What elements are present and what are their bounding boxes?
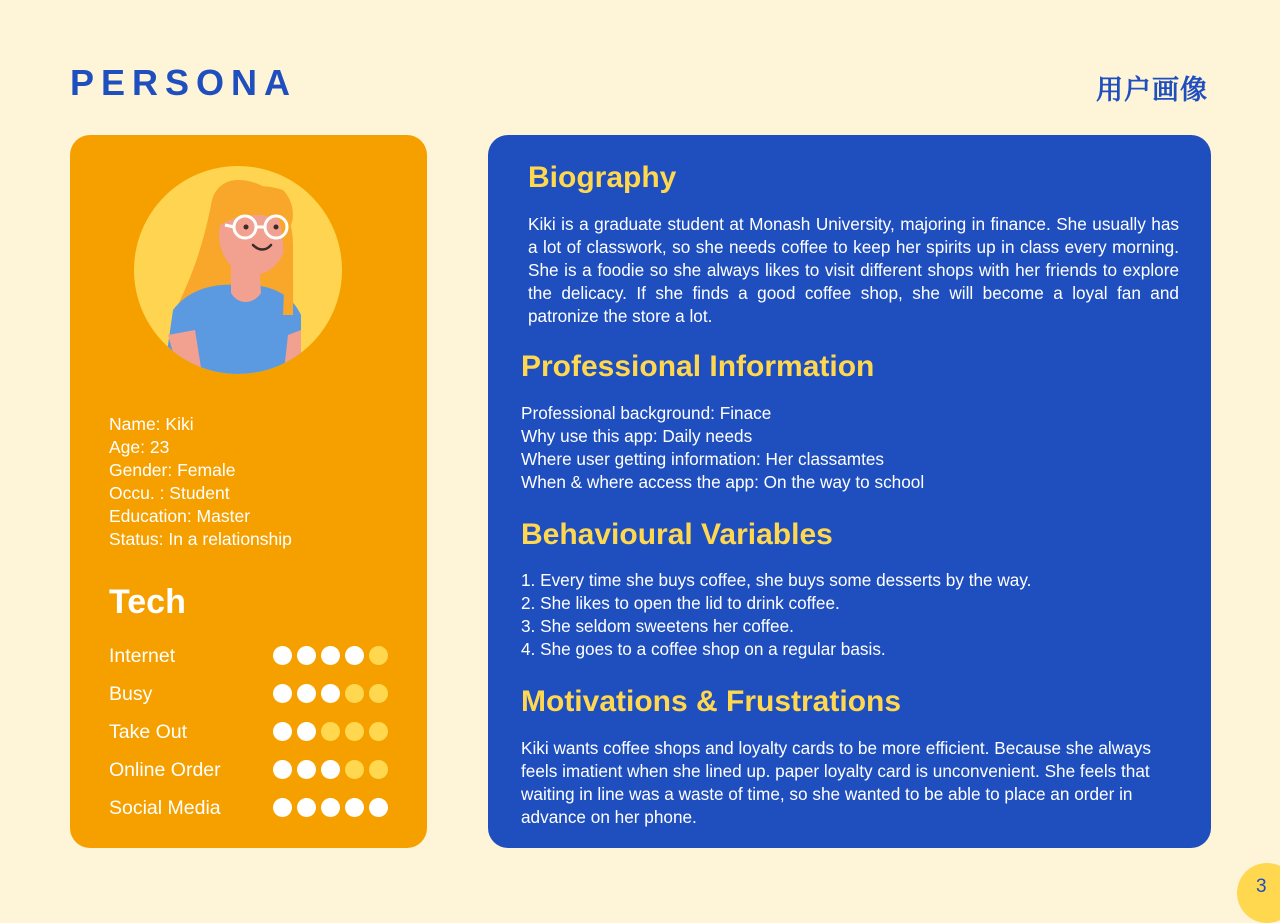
rating-dot-filled [369, 798, 388, 817]
rating-dot-empty [345, 722, 364, 741]
rating-dot-filled [321, 646, 340, 665]
skill-row-take-out [109, 713, 409, 751]
tech-title: Tech [109, 583, 186, 621]
skill-row-social-media [109, 789, 409, 827]
rating-dot-filled [273, 760, 292, 779]
professional-info-line: Professional background: Finace [521, 403, 772, 423]
page-number-badge [1237, 863, 1280, 923]
profile-age: Age: 23 [109, 437, 170, 457]
skill-label: Online Order [109, 758, 221, 781]
profile-occupation: Occu. : Student [109, 483, 230, 503]
persona-details-card [488, 135, 1211, 848]
behaviour-line: 4. She goes to a coffee shop on a regular basis. [521, 639, 886, 659]
rating-dot-filled [345, 798, 364, 817]
motivations-text: Kiki wants coffee shops and loyalty cards to be more efficient. Because she always feels imatient when she lined up. paper loyalty card is unconvenient. She feels that waiting in line was a waste of time, so she wanted to be able to place an order in advance on her phone. [521, 738, 1151, 827]
rating-dot-filled [321, 684, 340, 703]
skill-row-online-order [109, 751, 409, 789]
behaviour-line: 1. Every time she buys coffee, she buys some desserts by the way. [521, 570, 1032, 590]
professional-info-line: Where user getting information: Her classamtes [521, 449, 884, 469]
rating-dot-filled [345, 646, 364, 665]
rating-dot-filled [273, 646, 292, 665]
profile-education: Education: Master [109, 506, 251, 526]
professional-info-list [521, 402, 924, 494]
skill-rating [273, 684, 393, 703]
rating-dot-filled [297, 798, 316, 817]
skill-label: Busy [109, 682, 153, 705]
motivations-title: Motivations & Frustrations [521, 685, 902, 718]
rating-dot-filled [297, 684, 316, 703]
rating-dot-filled [273, 798, 292, 817]
page-subtitle: 用户画像 [1096, 75, 1208, 105]
skill-row-busy [109, 675, 409, 713]
page-title: PERSONA [70, 62, 298, 103]
rating-dot-filled [321, 760, 340, 779]
rating-dot-filled [273, 722, 292, 741]
behaviour-line: 3. She seldom sweetens her coffee. [521, 616, 794, 636]
professional-info-line: Why use this app: Daily needs [521, 426, 753, 446]
tech-skills-list [109, 637, 409, 827]
rating-dot-empty [345, 760, 364, 779]
skill-label: Internet [109, 644, 176, 667]
rating-dot-filled [297, 722, 316, 741]
skill-rating [273, 760, 393, 779]
professional-info-title: Professional Information [521, 350, 875, 383]
profile-status: Status: In a relationship [109, 529, 292, 549]
rating-dot-empty [369, 722, 388, 741]
skill-label: Take Out [109, 720, 188, 743]
rating-dot-filled [273, 684, 292, 703]
behavioural-variables-title: Behavioural Variables [521, 518, 833, 551]
behavioural-variables-list [521, 569, 1031, 661]
biography-title: Biography [528, 161, 677, 194]
rating-dot-empty [321, 722, 340, 741]
skill-rating [273, 646, 393, 665]
skill-row-internet [109, 637, 409, 675]
rating-dot-filled [321, 798, 340, 817]
rating-dot-empty [369, 646, 388, 665]
rating-dot-empty [369, 760, 388, 779]
skill-label: Social Media [109, 796, 221, 819]
woman-with-glasses-avatar-icon [133, 165, 343, 375]
profile-details [109, 413, 292, 551]
profile-card [70, 135, 427, 848]
rating-dot-empty [369, 684, 388, 703]
skill-rating [273, 722, 393, 741]
rating-dot-filled [297, 760, 316, 779]
behaviour-line: 2. She likes to open the lid to drink coffee. [521, 593, 840, 613]
biography-text: Kiki is a graduate student at Monash University, majoring in finance. She usually has a lot of classwork, so she needs coffee to keep her spirits up in class every morning. She is a foodie so she always likes to visit different shops with her friends to explore the delicacy. If she finds a good coffee shop, she will become a loyal fan and patronize the store a lot. [528, 214, 1179, 326]
skill-rating [273, 798, 393, 817]
profile-name: Name: Kiki [109, 414, 194, 434]
professional-info-line: When & where access the app: On the way to school [521, 472, 925, 492]
profile-gender: Gender: Female [109, 460, 236, 480]
rating-dot-filled [297, 646, 316, 665]
page-number: 3 [1256, 876, 1267, 897]
rating-dot-empty [345, 684, 364, 703]
